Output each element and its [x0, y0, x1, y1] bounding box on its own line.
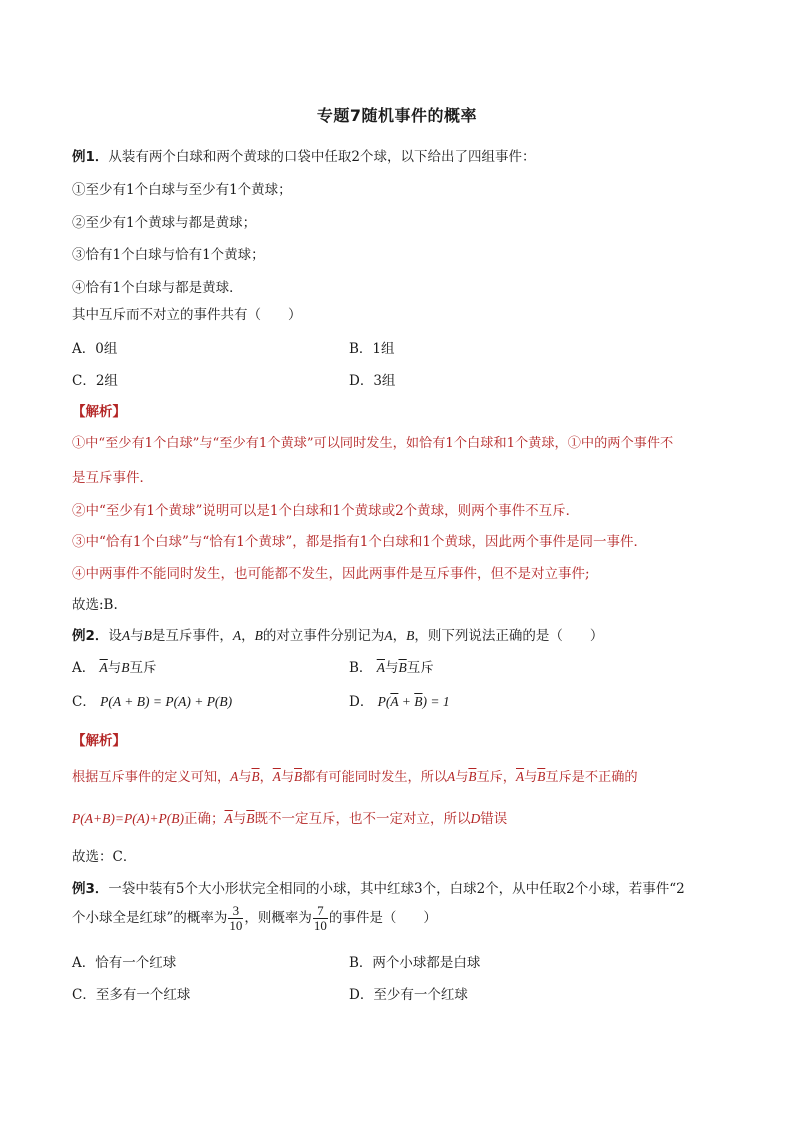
- ex1-stem: 例1．从装有两个白球和两个黄球的口袋中任取2个球，以下给出了四组事件：: [72, 149, 536, 165]
- ex2-option-b: B． $\overline{A}$与$\overline{B}$互斥: [349, 660, 434, 676]
- ex3-option-d: D．至少有一个红球: [349, 987, 468, 1003]
- ex1-option-b: B．1组: [349, 341, 395, 357]
- ex1-analysis-line-3: ②中“至少有1个黄球”说明可以是1个白球和1个黄球或2个黄球，则两个事件不互斥．: [72, 503, 580, 519]
- ex3-option-a: A．恰有一个红球: [72, 955, 177, 971]
- ex2-analysis-label: 【解析】: [72, 733, 126, 749]
- ex1-option-a: A．0组: [72, 341, 118, 357]
- ex1-label: 例1．: [72, 149, 109, 165]
- ex1-question: 其中互斥而不对立的事件共有（ ）: [72, 307, 302, 323]
- ex3-option-b: B．两个小球都是白球: [349, 955, 481, 971]
- ex2-analysis-line-2: P(A+B)=P(A)+P(B)正确；$\overline{A}$与$\overline{B}$既不一定互斥，也不一定对立，所以D错误: [72, 811, 508, 827]
- ex3-stem-line-2: 个小球全是红球”的概率为 $\frac{3}{10}$ ，则概率为 $\frac{7}{10}$ 的事件是（ ）: [72, 903, 437, 933]
- ex2-answer: 故选：C．: [72, 849, 137, 865]
- ex1-analysis-line-1: ①中“至少有1个白球”与“至少有1个黄球”可以同时发生，如恰有1个白球和1个黄球，①中的两个事件不: [72, 436, 674, 451]
- ex1-item-1: ①至少有1个白球与至少有1个黄球；: [72, 182, 292, 198]
- ex1-item-3: ③恰有1个白球与恰有1个黄球；: [72, 247, 265, 263]
- ex2-option-a: A． $\overline{A}$与B互斥: [72, 660, 157, 676]
- ex1-analysis-label: 【解析】: [72, 404, 126, 420]
- ex1-analysis-line-4: ③中“恰有1个白球”与“恰有1个黄球”，都是指有1个白球和1个黄球，因此两个事件是同一事件．: [72, 534, 647, 550]
- ex3-stem-line-1: 例3．一袋中装有5个大小形状完全相同的小球，其中红球3个，白球2个，从中任取2个小球，若事件“2: [72, 881, 685, 897]
- ex1-analysis-line-5: ④中两事件不能同时发生，也可能都不发生，因此两事件是互斥事件，但不是对立事件;: [72, 566, 590, 582]
- ex1-option-d: D．3组: [349, 373, 396, 389]
- fraction-7-10: $\frac{7}{10}$: [313, 903, 327, 933]
- ex1-analysis-line-2: 是互斥事件．: [72, 470, 153, 486]
- ex1-item-4: ④恰有1个白球与都是黄球．: [72, 280, 243, 296]
- page-title: 专题7随机事件的概率: [316, 106, 478, 125]
- ex1-item-2: ②至少有1个黄球与都是黄球；: [72, 215, 257, 231]
- fraction-3-10: $\frac{3}{10}$: [229, 903, 243, 933]
- ex2-option-d: D． $P(\overline{A} + \overline{B}) = 1$: [349, 694, 450, 710]
- ex2-analysis-line-1: 根据互斥事件的定义可知，A与$\overline{B}$，$\overline{A}$与$\overline{B}$都有可能同时发生，所以A与$\overline{B}$互斥，$\overline{A}$与$\overline{B}$互斥是不正确的: [72, 769, 638, 785]
- ex2-option-c: C． P(A + B) = P(A) + P(B): [72, 694, 233, 710]
- ex1-answer: 故选:B.: [72, 597, 118, 613]
- ex3-option-c: C．至多有一个红球: [72, 987, 191, 1003]
- ex2-stem: 例2．设A与B是互斥事件，A，B的对立事件分别记为A，B，则下列说法正确的是（ ）: [72, 628, 604, 644]
- ex1-option-c: C．2组: [72, 373, 118, 389]
